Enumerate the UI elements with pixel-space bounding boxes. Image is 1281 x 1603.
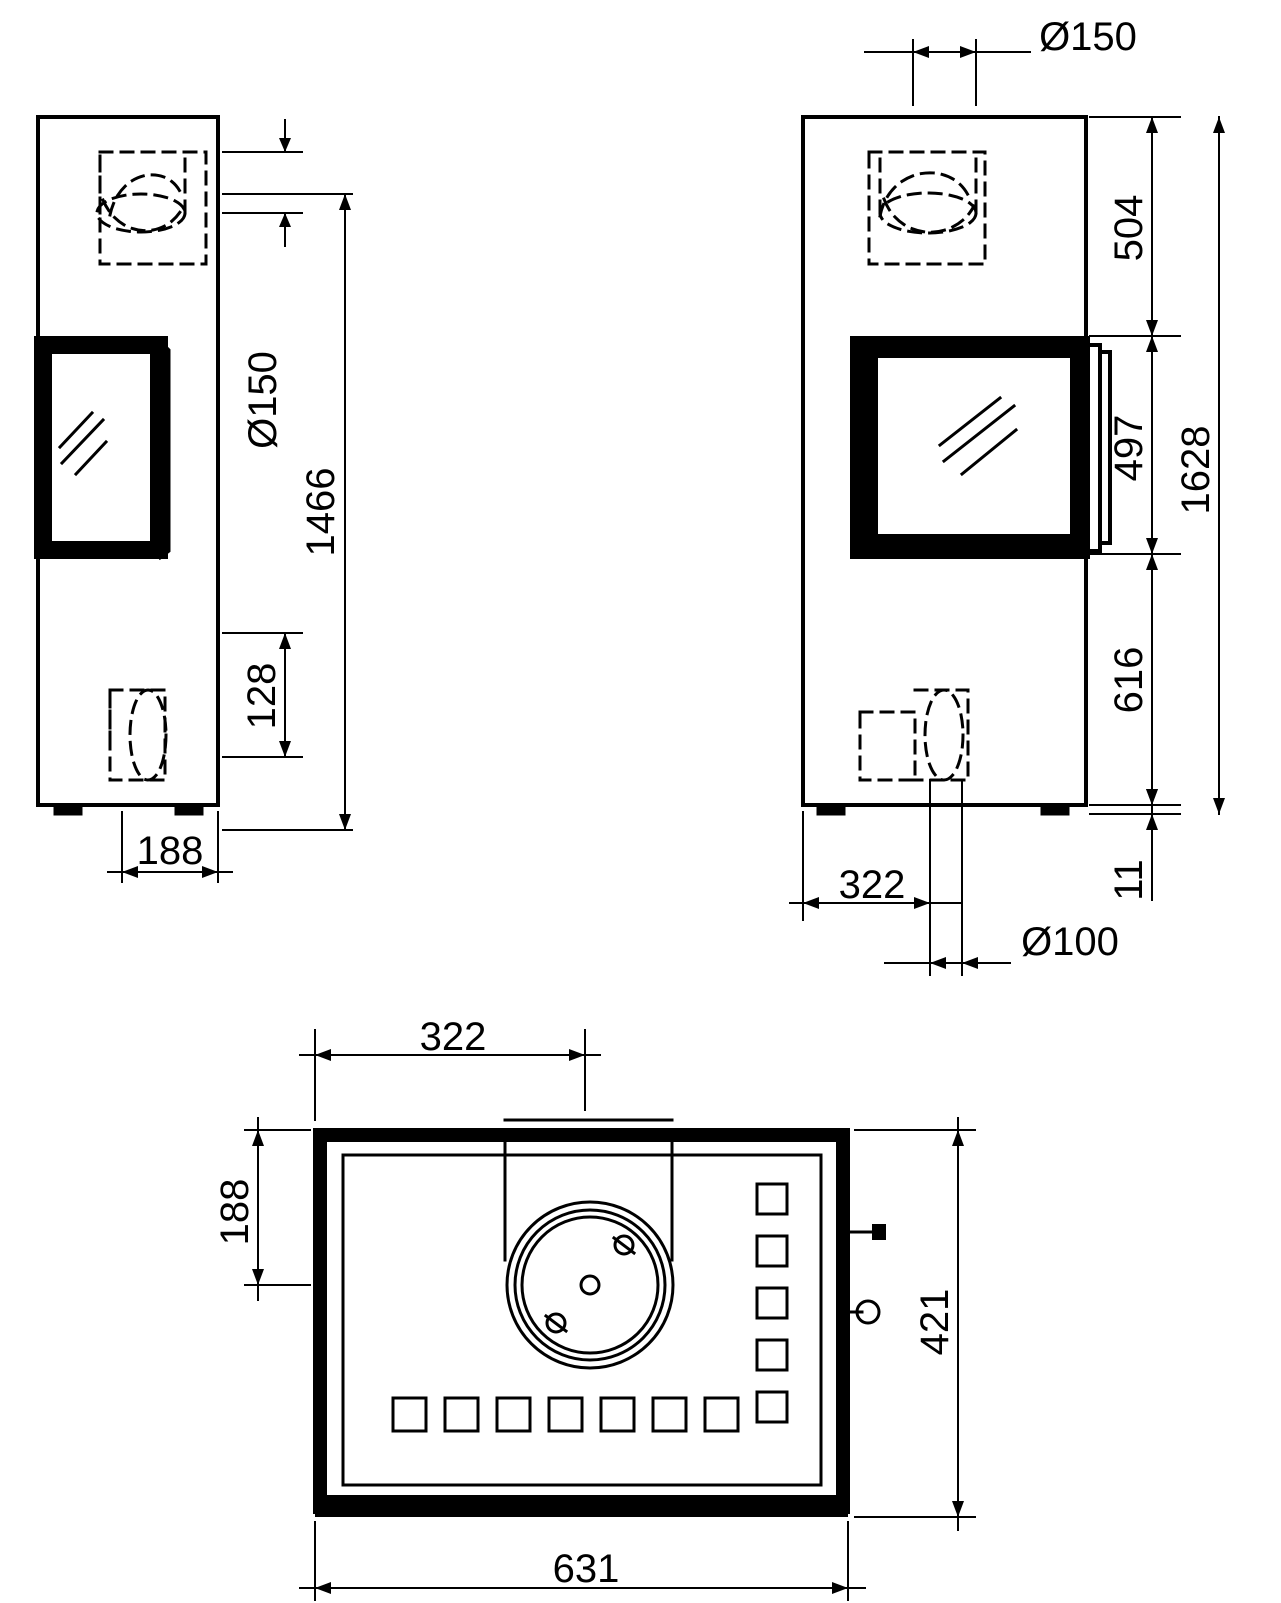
plan-view-vent-slots-bottom bbox=[393, 1398, 738, 1431]
dim-label-side-188: 188 bbox=[136, 829, 204, 873]
side-view-flue-hidden bbox=[97, 152, 206, 264]
side-view-window bbox=[36, 338, 169, 558]
side-view-dim-flue-diameter bbox=[223, 120, 302, 246]
dim-label-plan-421: 421 bbox=[913, 1288, 957, 1356]
front-view-dim-flue-diameter bbox=[865, 40, 1030, 105]
dim-label-front-616: 616 bbox=[1107, 646, 1151, 714]
dim-label-front-11: 11 bbox=[1107, 859, 1151, 901]
dim-label-front-1628: 1628 bbox=[1174, 425, 1218, 515]
dim-label-front-497: 497 bbox=[1107, 414, 1151, 482]
side-view-air-inlet-hidden bbox=[110, 690, 166, 780]
front-view-window bbox=[852, 338, 1110, 557]
dim-label-side-1466: 1466 bbox=[299, 467, 343, 557]
front-view-flue-hidden bbox=[869, 152, 985, 264]
dim-label-front-322: 322 bbox=[838, 863, 906, 907]
dim-label-side-128: 128 bbox=[240, 662, 284, 730]
dim-label-side-flue-diameter: Ø150 bbox=[241, 351, 285, 449]
dim-label-plan-631: 631 bbox=[552, 1547, 620, 1591]
dim-label-plan-188: 188 bbox=[213, 1178, 257, 1246]
plan-view-body bbox=[315, 1130, 848, 1517]
plan-view-handle bbox=[848, 1224, 886, 1323]
front-view-air-inlet-hidden bbox=[860, 690, 968, 780]
dim-label-front-flue-diameter: Ø150 bbox=[1039, 15, 1137, 59]
dim-label-front-air-inlet-diameter: Ø100 bbox=[1021, 920, 1119, 964]
plan-view-flue-collar bbox=[507, 1202, 673, 1368]
plan-view-vent-slots-right bbox=[757, 1184, 787, 1422]
dim-label-plan-322: 322 bbox=[419, 1015, 487, 1059]
dim-label-front-504: 504 bbox=[1107, 194, 1151, 262]
